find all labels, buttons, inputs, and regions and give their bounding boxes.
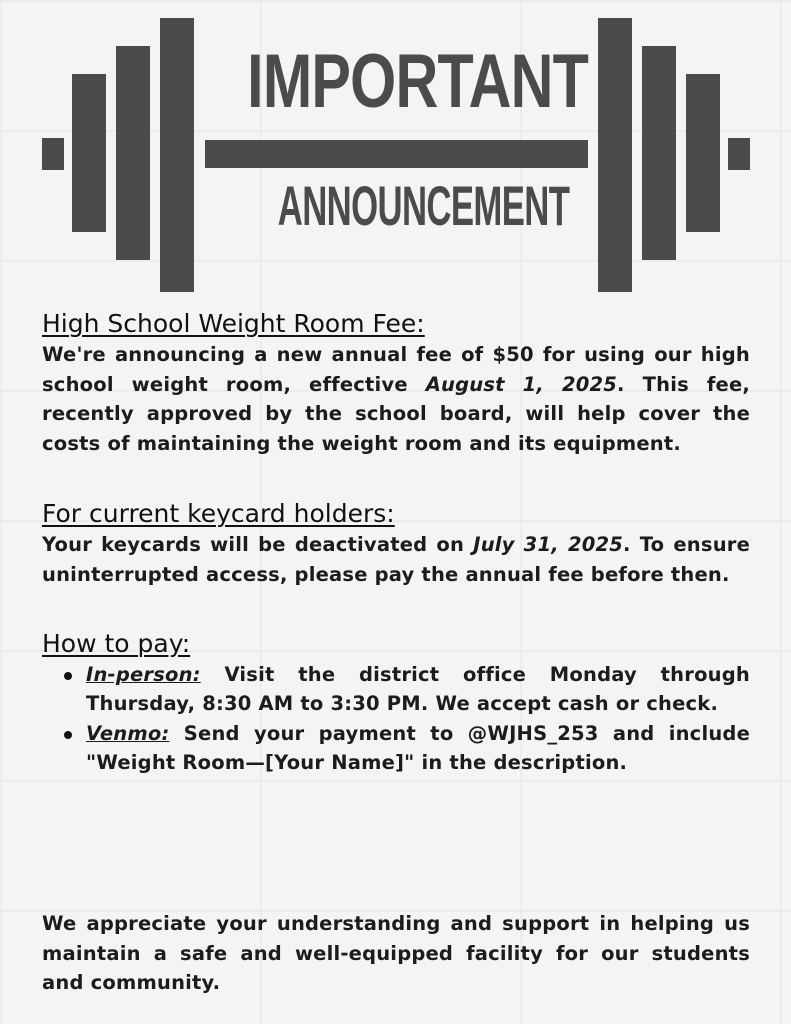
barbell-right-collar (728, 138, 750, 170)
keycard-text-after: . To ensure uninterrupted access, please pay the annual fee before then. (42, 533, 751, 586)
announcement-body (42, 308, 750, 778)
closing-paragraph: We appreciate your understanding and support in helping us maintain a safe and well-equipped facility for our students and community. (42, 912, 750, 995)
keycard-heading: For current keycard holders: (42, 499, 395, 529)
in-person-label: In-person: (86, 662, 201, 686)
fee-section (42, 308, 750, 458)
keycard-deactivation-date: July 31, 2025 (473, 533, 624, 557)
fee-text-before: We're announcing a new annual fee of $50 for using our high school weight room, effective (42, 343, 750, 396)
barbell-header-graphic (0, 0, 791, 300)
announcement-title-line1: IMPORTANT (247, 39, 589, 124)
keycard-paragraph (42, 530, 750, 589)
payment-section (42, 628, 750, 778)
keycard-section (42, 498, 750, 589)
payment-options-list (42, 660, 750, 778)
venmo-text: Send your payment to @WJHS_253 and include "Weight Room—[Your Name]" in the description. (86, 721, 750, 775)
fee-text-after: . This fee, recently approved by the school board, will help cover the costs of maintaining the weight room and its equipment. (42, 372, 750, 455)
barbell-right-plate-small (686, 74, 720, 232)
list-item-venmo (86, 719, 750, 778)
fee-paragraph (42, 340, 750, 458)
barbell-right-plate-large (598, 18, 632, 292)
fee-heading: High School Weight Room Fee: (42, 309, 425, 338)
list-item-in-person (86, 660, 750, 719)
barbell-left-plate-small (72, 74, 106, 232)
keycard-text-before: Your keycards will be deactivated on (42, 533, 474, 557)
barbell-left-collar (42, 138, 64, 170)
barbell-right-plate-medium (642, 46, 676, 260)
barbell-left-plate-large (160, 18, 194, 292)
announcement-title-line2: ANNOUNCEMENT (277, 174, 570, 237)
payment-heading: How to pay: (42, 628, 191, 658)
fee-effective-date: August 1, 2025 (425, 372, 618, 396)
barbell-left-plate-medium (116, 46, 150, 260)
venmo-label: Venmo: (86, 721, 170, 745)
in-person-text: Visit the district office Monday through Thursday, 8:30 AM to 3:30 PM. We accept cash or check. (86, 662, 750, 716)
barbell-bar (205, 140, 588, 168)
